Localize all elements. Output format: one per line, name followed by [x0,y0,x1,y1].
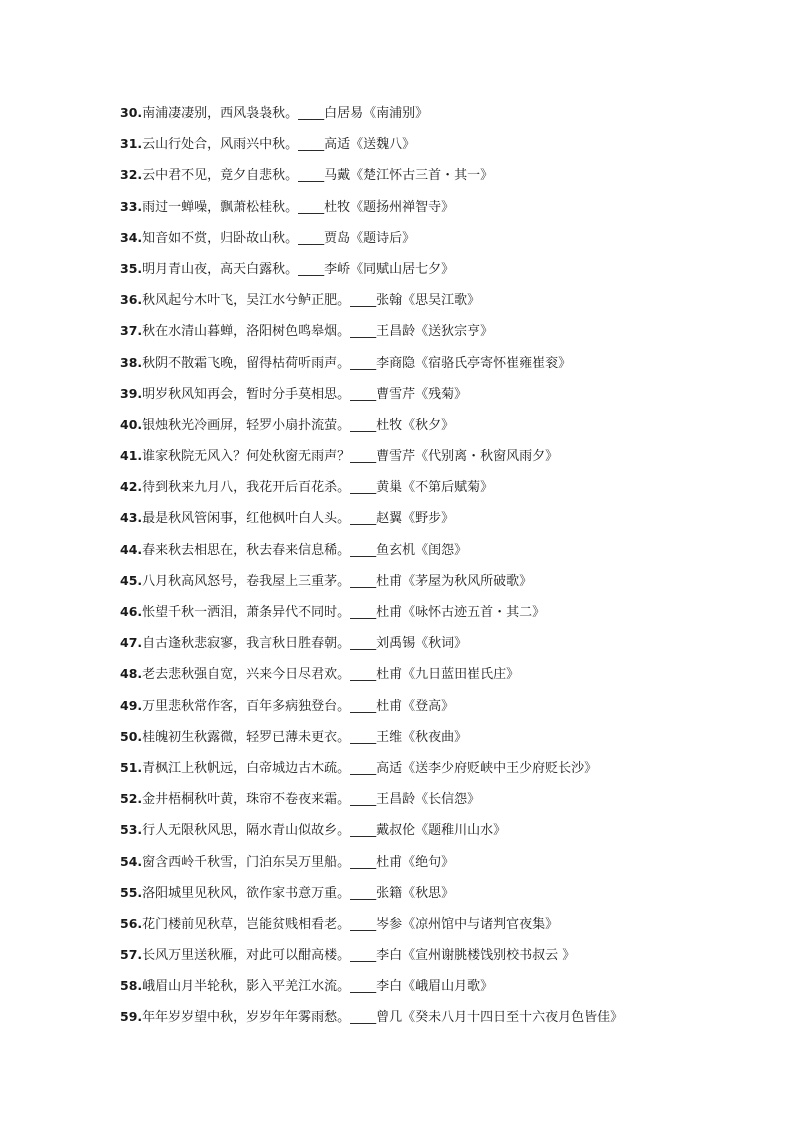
poem-line [120,663,740,694]
line-number: 53. [120,822,143,838]
poem-line [120,539,740,570]
poem-line [120,414,740,445]
line-number: 32. [120,167,143,183]
line-number: 56. [120,915,143,931]
poem-line [120,258,740,289]
poem-line [120,164,740,195]
line-text: 知音如不赏，归卧故山秋。____贾岛《题诗后》 [142,230,416,246]
line-number: 55. [120,884,143,900]
line-number: 35. [120,260,143,276]
line-number: 54. [120,853,143,869]
line-text: 峨眉山月半轮秋，影入平羌江水流。____李白《峨眉山月歌》 [142,979,494,995]
poem-line [120,507,740,538]
poem-line [120,227,740,258]
line-number: 40. [120,416,143,432]
line-number: 47. [120,635,143,651]
poem-line [120,570,740,601]
line-number: 43. [120,510,143,526]
poem-line [120,913,740,944]
line-text: 明岁秋风知再会，暂时分手莫相思。____曹雪芹《残菊》 [142,386,468,402]
line-text: 南浦凄凄别，西风袅袅秋。____白居易《南浦别》 [142,106,429,121]
line-text: 秋在水清山暮蝉，洛阳树色鸣皋烟。____王昌龄《送狄宗亨》 [142,324,494,340]
poem-line [120,601,740,632]
line-number: 49. [120,697,143,713]
line-number: 36. [120,292,143,308]
line-text: 秋风起兮木叶飞，吴江水兮鲈正肥。____张翰《思吴江歌》 [142,293,481,309]
line-number: 57. [120,947,143,963]
line-number: 44. [120,541,143,557]
line-text: 秋阴不散霜飞晚，留得枯荷听雨声。____李商隐《宿骆氏亭寄怀崔雍崔衮》 [142,355,572,371]
line-number: 46. [120,604,143,619]
poem-line [120,320,740,351]
poem-line [120,819,740,850]
line-number: 30. [120,105,143,120]
line-text: 老去悲秋强自宽，兴来今日尽君欢。____杜甫《九日蓝田崔氏庄》 [142,667,520,683]
poem-line [120,352,740,383]
line-text: 自古逢秋悲寂寥，我言秋日胜春朝。____刘禹锡《秋词》 [142,636,468,652]
poem-line [120,289,740,320]
poem-line [120,133,740,164]
line-text: 长风万里送秋雁，对此可以酣高楼。____李白《宣州谢朓楼饯别校书叔云 》 [142,948,576,964]
poem-line [120,632,740,663]
line-text: 春来秋去相思在，秋去春来信息稀。____鱼玄机《闺怨》 [142,542,468,558]
line-text: 万里悲秋常作客，百年多病独登台。____杜甫《登高》 [142,698,455,714]
poem-line [120,882,740,913]
poem-line [120,757,740,788]
line-text: 银烛秋光冷画屏，轻罗小扇扑流萤。____杜牧《秋夕》 [142,417,455,433]
line-number: 37. [120,323,143,339]
line-number: 51. [120,759,143,775]
line-text: 八月秋高风怒号，卷我屋上三重茅。____杜甫《茅屋为秋风所破歌》 [142,573,533,589]
line-text: 窗含西岭千秋雪，门泊东吴万里船。____杜甫《绝句》 [142,854,455,870]
line-text: 洛阳城里见秋风，欲作家书意万重。____张籍《秋思》 [142,885,455,901]
line-number: 33. [120,198,143,214]
poem-line [120,975,740,1006]
line-number: 52. [120,791,143,807]
poem-line [120,1006,740,1037]
poem-line [120,695,740,726]
line-number: 39. [120,385,143,401]
line-text: 怅望千秋一洒泪，萧条异代不同时。____杜甫《咏怀古迹五首・其二》 [142,605,546,620]
line-text: 花门楼前见秋草，岂能贫贱相看老。____岑参《凉州馆中与诸判官夜集》 [142,916,559,932]
line-text: 云山行处合，风雨兴中秋。____高适《送魏八》 [142,137,416,153]
line-text: 青枫江上秋帆远，白帝城边古木疏。____高适《送李少府贬峡中王少府贬长沙》 [142,760,598,776]
poem-line [120,851,740,882]
line-text: 雨过一蝉噪，飘萧松桂秋。____杜牧《题扬州禅智寺》 [142,199,455,215]
poem-line [120,196,740,227]
line-text: 云中君不见，竟夕自悲秋。____马戴《楚江怀古三首・其一》 [142,168,494,184]
poem-line [120,476,740,507]
line-text: 金井梧桐秋叶黄，珠帘不卷夜来霜。____王昌龄《长信怨》 [142,792,481,808]
line-text: 待到秋来九月八，我花开后百花杀。____黄巢《不第后赋菊》 [142,480,494,496]
line-number: 38. [120,354,143,370]
line-number: 41. [120,448,143,464]
line-text: 年年岁岁望中秋，岁岁年年雾雨愁。____曾几《癸未八月十四日至十六夜月色皆佳》 [142,1010,624,1026]
line-number: 50. [120,728,143,744]
poem-line [120,102,740,133]
line-text: 谁家秋院无风入？何处秋窗无雨声？____曹雪芹《代别离・秋窗风雨夕》 [142,449,559,465]
poem-line [120,445,740,476]
line-number: 45. [120,572,143,588]
poem-line [120,944,740,975]
line-number: 42. [120,479,143,495]
poem-line [120,383,740,414]
poem-line [120,788,740,819]
line-number: 48. [120,666,143,682]
line-text: 行人无限秋风思，隔水青山似故乡。____戴叔伦《题稚川山水》 [142,823,507,839]
line-number: 31. [120,136,143,152]
poem-line [120,726,740,757]
line-number: 34. [120,229,143,245]
line-text: 明月青山夜，高天白露秋。____李峤《同赋山居七夕》 [142,261,455,277]
poem-line-list [120,102,740,1038]
line-number: 59. [120,1009,143,1025]
line-text: 桂魄初生秋露微，轻罗已薄未更衣。____王维《秋夜曲》 [142,729,468,745]
line-text: 最是秋风管闲事，红他枫叶白人头。____赵翼《野步》 [142,511,455,527]
line-number: 58. [120,978,143,994]
